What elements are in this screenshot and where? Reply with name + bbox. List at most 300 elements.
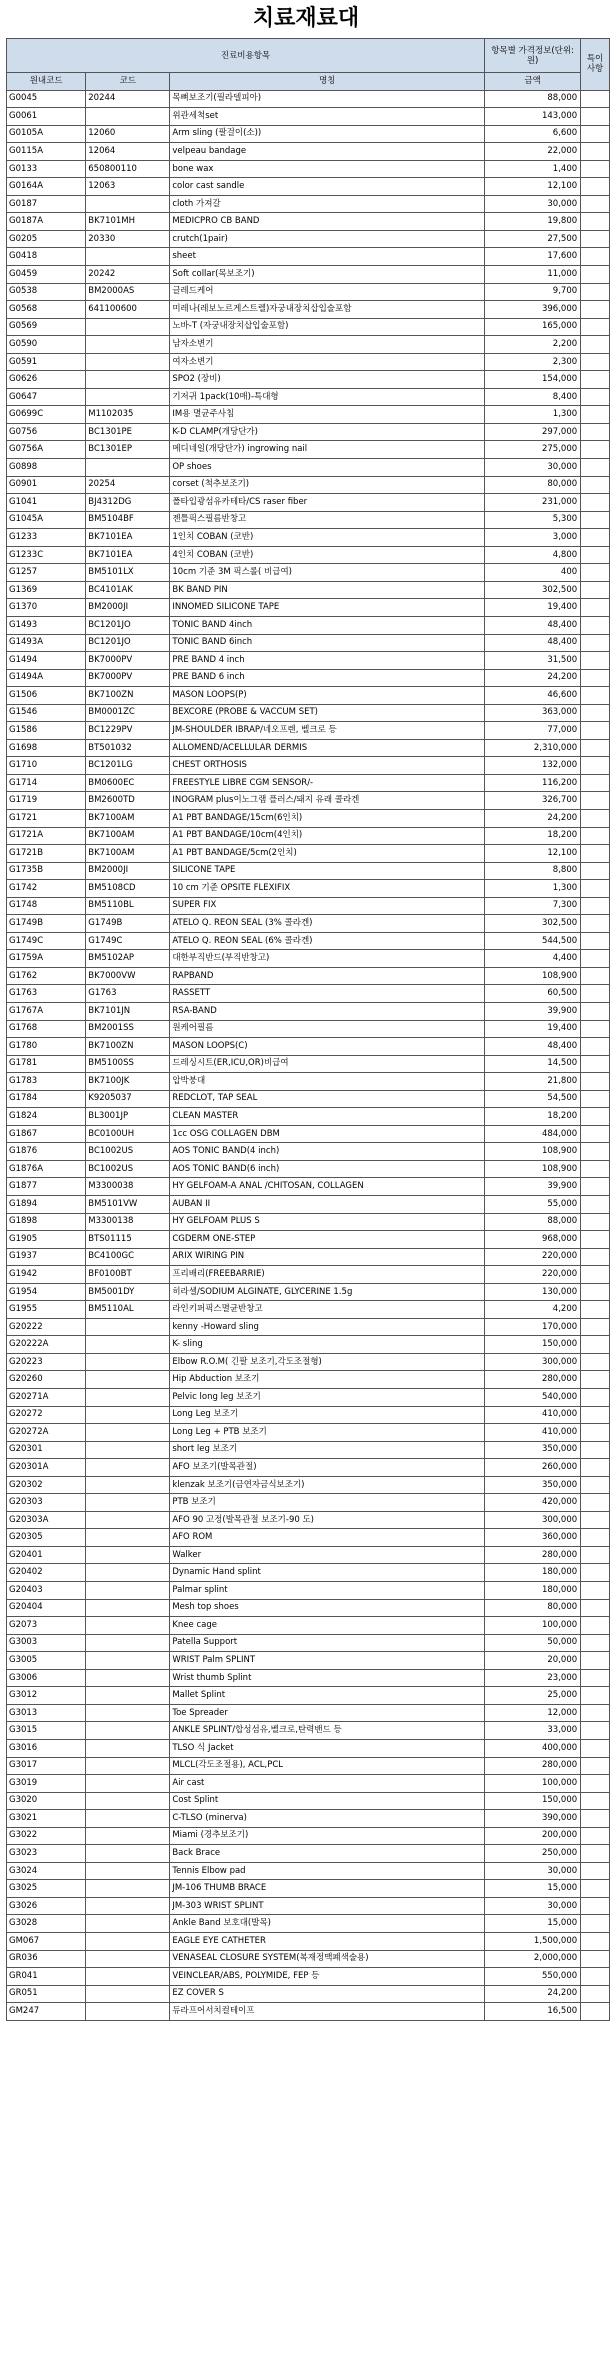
table-row (7, 669, 610, 687)
name-cell: RSA-BAND (170, 1002, 485, 1020)
internal-code-cell: G3021 (7, 1810, 86, 1828)
amount-cell: 2,300 (485, 353, 581, 371)
name-cell: 듀라프어서치컬테이프 (170, 2003, 485, 2021)
name-cell: Pelvic long leg 보조기 (170, 1389, 485, 1407)
code-cell: BM5110BL (86, 897, 170, 915)
table-row (7, 511, 610, 529)
code-cell (86, 371, 170, 389)
code-cell (86, 1582, 170, 1600)
table-row (7, 1775, 610, 1793)
table-row (7, 248, 610, 266)
table-row (7, 616, 610, 634)
table-row (7, 1020, 610, 1038)
internal-code-cell: G1784 (7, 1090, 86, 1108)
note-cell (581, 634, 610, 652)
code-cell (86, 1318, 170, 1336)
note-cell (581, 160, 610, 178)
name-cell: RASSETT (170, 985, 485, 1003)
note-cell (581, 195, 610, 213)
code-cell (86, 1669, 170, 1687)
table-row (7, 1880, 610, 1898)
name-cell: 남자소변기 (170, 336, 485, 354)
table-row (7, 1441, 610, 1459)
internal-code-cell: G1370 (7, 599, 86, 617)
amount-cell: 484,000 (485, 1125, 581, 1143)
name-cell: PRE BAND 4 inch (170, 652, 485, 670)
note-cell (581, 529, 610, 547)
table-row (7, 336, 610, 354)
note-cell (581, 1353, 610, 1371)
code-cell: 20242 (86, 266, 170, 284)
note-cell (581, 616, 610, 634)
code-cell (86, 108, 170, 126)
internal-code-cell: G20303A (7, 1511, 86, 1529)
note-cell (581, 371, 610, 389)
table-row (7, 318, 610, 336)
amount-cell: 9,700 (485, 283, 581, 301)
name-cell: VENASEAL CLOSURE SYSTEM(복재정맥폐색술용) (170, 1950, 485, 1968)
amount-cell: 220,000 (485, 1248, 581, 1266)
amount-cell: 33,000 (485, 1722, 581, 1740)
table-row (7, 1108, 610, 1126)
note-cell (581, 1845, 610, 1863)
note-cell (581, 1476, 610, 1494)
code-cell: 20254 (86, 476, 170, 494)
internal-code-cell: GR051 (7, 1985, 86, 2003)
name-cell: PRE BAND 6 inch (170, 669, 485, 687)
code-cell: BJ4312DG (86, 494, 170, 512)
code-cell (86, 1722, 170, 1740)
code-cell (86, 1687, 170, 1705)
amount-cell: 410,000 (485, 1406, 581, 1424)
code-cell: M3300138 (86, 1213, 170, 1231)
internal-code-cell: G1768 (7, 1020, 86, 1038)
name-cell: ATELO Q. REON SEAL (3% 콜라겐) (170, 915, 485, 933)
internal-code-cell: G3015 (7, 1722, 86, 1740)
code-cell: BM0001ZC (86, 704, 170, 722)
internal-code-cell: G1494A (7, 669, 86, 687)
code-cell (86, 1634, 170, 1652)
name-cell: 메디네일(개당단가) ingrowing nail (170, 441, 485, 459)
internal-code-cell: G20260 (7, 1371, 86, 1389)
code-cell: 20244 (86, 90, 170, 108)
code-cell: BK7000VW (86, 967, 170, 985)
code-cell: BM5101LX (86, 564, 170, 582)
code-cell (86, 1336, 170, 1354)
table-row (7, 1125, 610, 1143)
code-cell (86, 1862, 170, 1880)
internal-code-cell: G20301A (7, 1459, 86, 1477)
internal-code-cell: G0626 (7, 371, 86, 389)
table-row (7, 213, 610, 231)
amount-cell: 31,500 (485, 652, 581, 670)
name-cell: Mallet Splint (170, 1687, 485, 1705)
note-cell (581, 1757, 610, 1775)
name-cell: MLCL(각도조절용), ACL,PCL (170, 1757, 485, 1775)
internal-code-cell: G0133 (7, 160, 86, 178)
table-row (7, 862, 610, 880)
code-cell: BM2000AS (86, 283, 170, 301)
table-row (7, 1652, 610, 1670)
name-cell: 목뼈보조기(필라델피아) (170, 90, 485, 108)
code-cell: BK7101EA (86, 546, 170, 564)
code-cell (86, 1950, 170, 1968)
note-cell (581, 1775, 610, 1793)
name-cell: EZ COVER S (170, 1985, 485, 2003)
table-row (7, 687, 610, 705)
name-cell: Mesh top shoes (170, 1599, 485, 1617)
table-row (7, 125, 610, 143)
table-row (7, 1529, 610, 1547)
table-row (7, 1038, 610, 1056)
name-cell: 1인치 COBAN (코반) (170, 529, 485, 547)
name-cell: 4인치 COBAN (코반) (170, 546, 485, 564)
name-cell: AUBAN II (170, 1196, 485, 1214)
table-row (7, 1231, 610, 1249)
header-name: 명칭 (170, 73, 485, 91)
name-cell: Ankle Band 보호대(발목) (170, 1915, 485, 1933)
name-cell: 프리배리(FREEBARRIE) (170, 1266, 485, 1284)
internal-code-cell: G1954 (7, 1283, 86, 1301)
table-row (7, 1915, 610, 1933)
code-cell: BK7000PV (86, 652, 170, 670)
code-cell: BC1201LG (86, 757, 170, 775)
amount-cell: 48,400 (485, 634, 581, 652)
amount-cell: 363,000 (485, 704, 581, 722)
amount-cell: 30,000 (485, 459, 581, 477)
table-row (7, 1266, 610, 1284)
code-cell (86, 1652, 170, 1670)
header-note: 특이사항 (581, 39, 610, 91)
note-cell (581, 739, 610, 757)
price-table (6, 38, 610, 2021)
code-cell (86, 1739, 170, 1757)
name-cell: BK BAND PIN (170, 581, 485, 599)
internal-code-cell: G20223 (7, 1353, 86, 1371)
code-cell: BK7100AM (86, 845, 170, 863)
amount-cell: 1,300 (485, 880, 581, 898)
internal-code-cell: G1233C (7, 546, 86, 564)
note-cell (581, 950, 610, 968)
name-cell: AFO 90 고정(발목관절 보조기-90 도) (170, 1511, 485, 1529)
internal-code-cell: G1041 (7, 494, 86, 512)
internal-code-cell: G3020 (7, 1792, 86, 1810)
note-cell (581, 1880, 610, 1898)
amount-cell: 18,200 (485, 1108, 581, 1126)
amount-cell: 1,400 (485, 160, 581, 178)
amount-cell: 280,000 (485, 1757, 581, 1775)
internal-code-cell: G3003 (7, 1634, 86, 1652)
note-cell (581, 494, 610, 512)
internal-code-cell: G0538 (7, 283, 86, 301)
note-cell (581, 1862, 610, 1880)
name-cell: velpeau bandage (170, 143, 485, 161)
internal-code-cell: GM067 (7, 1932, 86, 1950)
note-cell (581, 1231, 610, 1249)
note-cell (581, 301, 610, 319)
internal-code-cell: G1942 (7, 1266, 86, 1284)
internal-code-cell: G20403 (7, 1582, 86, 1600)
name-cell: PTB 보조기 (170, 1494, 485, 1512)
table-row (7, 494, 610, 512)
name-cell: 압박붕대 (170, 1073, 485, 1091)
amount-cell: 200,000 (485, 1827, 581, 1845)
amount-cell: 80,000 (485, 476, 581, 494)
note-cell (581, 1020, 610, 1038)
note-cell (581, 1652, 610, 1670)
name-cell: Long Leg 보조기 (170, 1406, 485, 1424)
note-cell (581, 1196, 610, 1214)
note-cell (581, 1810, 610, 1828)
table-row (7, 1301, 610, 1319)
table-row (7, 1757, 610, 1775)
note-cell (581, 1213, 610, 1231)
note-cell (581, 722, 610, 740)
note-cell (581, 546, 610, 564)
amount-cell: 4,200 (485, 1301, 581, 1319)
internal-code-cell: G0568 (7, 301, 86, 319)
code-cell (86, 388, 170, 406)
header-amount: 금액 (485, 73, 581, 91)
code-cell (86, 459, 170, 477)
internal-code-cell: G20305 (7, 1529, 86, 1547)
note-cell (581, 564, 610, 582)
amount-cell: 3,000 (485, 529, 581, 547)
amount-cell: 260,000 (485, 1459, 581, 1477)
amount-cell: 350,000 (485, 1476, 581, 1494)
code-cell (86, 2003, 170, 2021)
note-cell (581, 827, 610, 845)
code-cell: BT501032 (86, 739, 170, 757)
amount-cell: 2,200 (485, 336, 581, 354)
internal-code-cell: G20271A (7, 1389, 86, 1407)
table-body (7, 90, 610, 2020)
table-row (7, 1336, 610, 1354)
code-cell: 12064 (86, 143, 170, 161)
note-cell (581, 1038, 610, 1056)
table-row (7, 1511, 610, 1529)
code-cell: BC1301EP (86, 441, 170, 459)
name-cell: TLSO 식 Jacket (170, 1739, 485, 1757)
table-row (7, 950, 610, 968)
name-cell: K-D CLAMP(개당단가) (170, 423, 485, 441)
amount-cell: 12,000 (485, 1704, 581, 1722)
table-row (7, 90, 610, 108)
amount-cell: 154,000 (485, 371, 581, 389)
internal-code-cell: G1045A (7, 511, 86, 529)
name-cell: Soft collar(목보조기) (170, 266, 485, 284)
amount-cell: 12,100 (485, 845, 581, 863)
table-row (7, 1494, 610, 1512)
name-cell: HY GELFOAM PLUS S (170, 1213, 485, 1231)
header-group: 진료비용항목 (7, 39, 485, 73)
table-row (7, 967, 610, 985)
table-row (7, 266, 610, 284)
internal-code-cell: G3022 (7, 1827, 86, 1845)
amount-cell: 400,000 (485, 1739, 581, 1757)
table-row (7, 634, 610, 652)
internal-code-cell: G20302 (7, 1476, 86, 1494)
internal-code-cell: G20301 (7, 1441, 86, 1459)
table-row (7, 1389, 610, 1407)
note-cell (581, 1739, 610, 1757)
amount-cell: 302,500 (485, 915, 581, 933)
note-cell (581, 599, 610, 617)
name-cell: Walker (170, 1546, 485, 1564)
name-cell: HY GELFOAM-A ANAL /CHITOSAN, COLLAGEN (170, 1178, 485, 1196)
name-cell: Tennis Elbow pad (170, 1862, 485, 1880)
amount-cell: 297,000 (485, 423, 581, 441)
code-cell: 12060 (86, 125, 170, 143)
name-cell: ANKLE SPLINT/합성섬유,벨크로,탄력밴드 등 (170, 1722, 485, 1740)
amount-cell: 550,000 (485, 1968, 581, 1986)
code-cell (86, 1845, 170, 1863)
internal-code-cell: G3017 (7, 1757, 86, 1775)
internal-code-cell: G1867 (7, 1125, 86, 1143)
amount-cell: 14,500 (485, 1055, 581, 1073)
name-cell: Palmar splint (170, 1582, 485, 1600)
amount-cell: 6,600 (485, 125, 581, 143)
note-cell (581, 1248, 610, 1266)
name-cell: K- sling (170, 1336, 485, 1354)
note-cell (581, 1301, 610, 1319)
table-row (7, 897, 610, 915)
internal-code-cell: G1780 (7, 1038, 86, 1056)
internal-code-cell: G3013 (7, 1704, 86, 1722)
name-cell: 미레나(레보노르게스트렐)자궁내장치삽입술포함 (170, 301, 485, 319)
table-row (7, 704, 610, 722)
note-cell (581, 230, 610, 248)
note-cell (581, 1459, 610, 1477)
code-cell: BK7100ZN (86, 687, 170, 705)
note-cell (581, 1582, 610, 1600)
internal-code-cell: G3006 (7, 1669, 86, 1687)
note-cell (581, 669, 610, 687)
name-cell: Dynamic Hand splint (170, 1564, 485, 1582)
code-cell: G1763 (86, 985, 170, 1003)
internal-code-cell: G0187A (7, 213, 86, 231)
table-row (7, 1617, 610, 1635)
internal-code-cell: G1759A (7, 950, 86, 968)
amount-cell: 48,400 (485, 1038, 581, 1056)
code-cell (86, 1494, 170, 1512)
internal-code-cell: G0756A (7, 441, 86, 459)
amount-cell: 220,000 (485, 1266, 581, 1284)
table-row (7, 441, 610, 459)
internal-code-cell: G0187 (7, 195, 86, 213)
name-cell: ALLOMEND/ACELLULAR DERMIS (170, 739, 485, 757)
internal-code-cell: G0115A (7, 143, 86, 161)
amount-cell: 350,000 (485, 1441, 581, 1459)
name-cell: kenny -Howard sling (170, 1318, 485, 1336)
code-cell (86, 336, 170, 354)
code-cell: 12063 (86, 178, 170, 196)
table-row (7, 160, 610, 178)
code-cell (86, 1792, 170, 1810)
amount-cell: 17,600 (485, 248, 581, 266)
code-cell (86, 1827, 170, 1845)
table-row (7, 178, 610, 196)
table-row (7, 371, 610, 389)
name-cell: 젠틀픽스필름반창고 (170, 511, 485, 529)
code-cell: BM5101VW (86, 1196, 170, 1214)
note-cell (581, 283, 610, 301)
code-cell: BC1229PV (86, 722, 170, 740)
amount-cell: 360,000 (485, 1529, 581, 1547)
internal-code-cell: G20303 (7, 1494, 86, 1512)
note-cell (581, 178, 610, 196)
note-cell (581, 1336, 610, 1354)
code-cell (86, 195, 170, 213)
table-row (7, 476, 610, 494)
note-cell (581, 1722, 610, 1740)
table-row (7, 739, 610, 757)
amount-cell: 4,400 (485, 950, 581, 968)
amount-cell: 1,300 (485, 406, 581, 424)
code-cell: BF0100BT (86, 1266, 170, 1284)
note-cell (581, 1897, 610, 1915)
code-cell (86, 1441, 170, 1459)
table-row (7, 406, 610, 424)
code-cell: BC1002US (86, 1143, 170, 1161)
table-row (7, 809, 610, 827)
code-cell: BTS01115 (86, 1231, 170, 1249)
internal-code-cell: G1546 (7, 704, 86, 722)
note-cell (581, 652, 610, 670)
code-cell: G1749B (86, 915, 170, 933)
name-cell: color cast sandle (170, 178, 485, 196)
code-cell: K9205037 (86, 1090, 170, 1108)
table-row (7, 1371, 610, 1389)
code-cell: BC1201JO (86, 634, 170, 652)
internal-code-cell: G0756 (7, 423, 86, 441)
internal-code-cell: G20222 (7, 1318, 86, 1336)
code-cell: BK7101EA (86, 529, 170, 547)
code-cell: BM5108CD (86, 880, 170, 898)
note-cell (581, 845, 610, 863)
table-row (7, 845, 610, 863)
page-title: 치료재료대 (252, 6, 360, 31)
table-row (7, 985, 610, 1003)
name-cell: JM-303 WRIST SPLINT (170, 1897, 485, 1915)
internal-code-cell: GR041 (7, 1968, 86, 1986)
note-cell (581, 1599, 610, 1617)
internal-code-cell: G1955 (7, 1301, 86, 1319)
table-row (7, 880, 610, 898)
internal-code-cell: G1493 (7, 616, 86, 634)
amount-cell: 540,000 (485, 1389, 581, 1407)
note-cell (581, 1266, 610, 1284)
internal-code-cell: G3019 (7, 1775, 86, 1793)
table-row (7, 1897, 610, 1915)
name-cell: SILICONE TAPE (170, 862, 485, 880)
amount-cell: 24,200 (485, 809, 581, 827)
table-row (7, 230, 610, 248)
amount-cell: 22,000 (485, 143, 581, 161)
table-row (7, 827, 610, 845)
table-row (7, 108, 610, 126)
internal-code-cell: G1742 (7, 880, 86, 898)
table-row (7, 1196, 610, 1214)
amount-cell: 15,000 (485, 1880, 581, 1898)
name-cell: klenzak 보조기(금연자금식보조기) (170, 1476, 485, 1494)
code-cell (86, 1617, 170, 1635)
code-cell: BC1201JO (86, 616, 170, 634)
code-cell: BK7100ZN (86, 1038, 170, 1056)
note-cell (581, 423, 610, 441)
name-cell: A1 PBT BANDAGE/10cm(4인치) (170, 827, 485, 845)
table-row (7, 1406, 610, 1424)
